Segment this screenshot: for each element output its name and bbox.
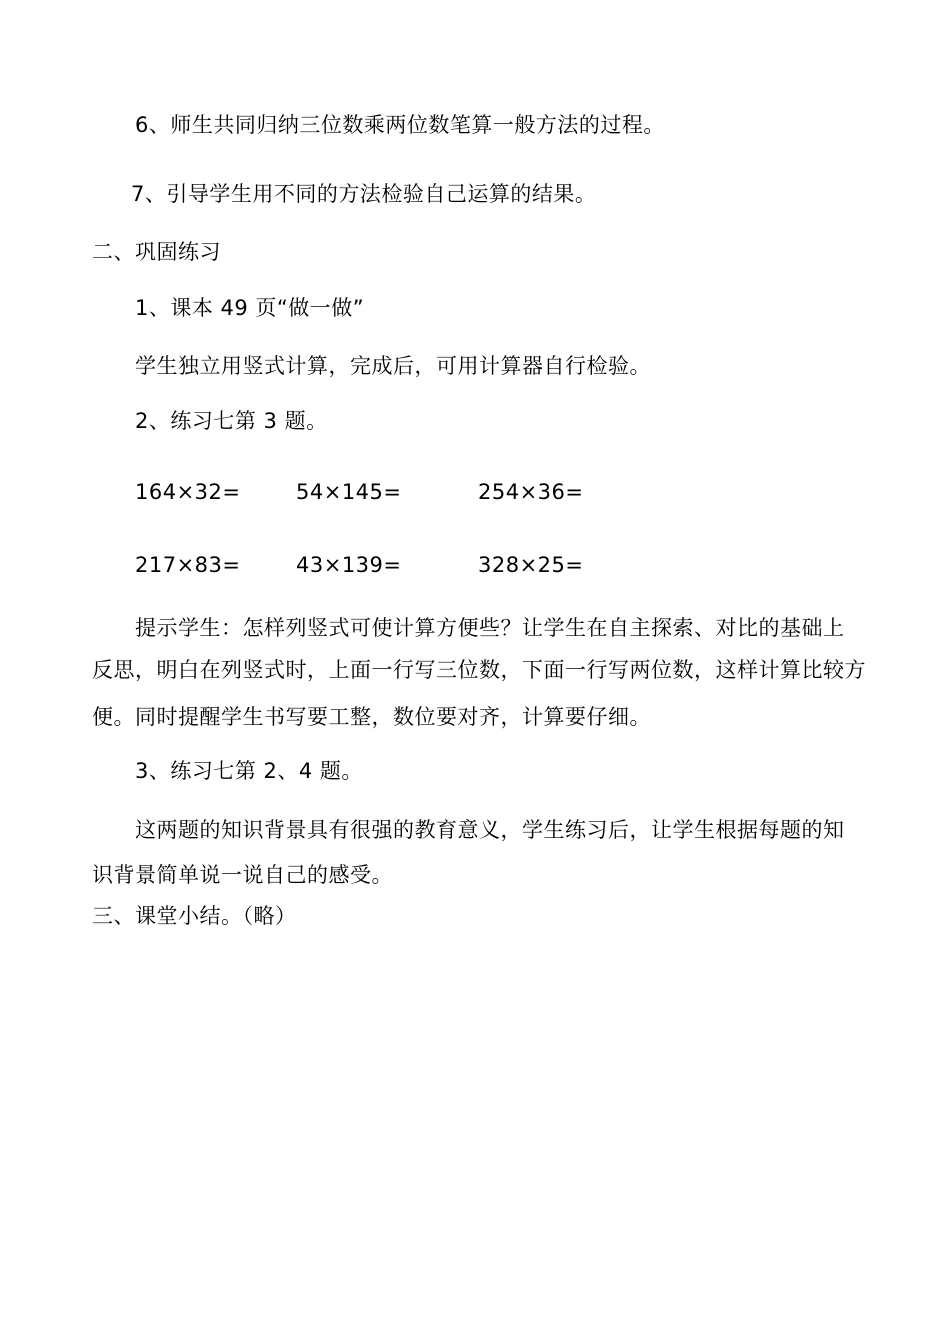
- item-7: 7、引导学生用不同的方法检验自己运算的结果。: [131, 182, 597, 206]
- item-6: 6、师生共同归纳三位数乘两位数笔算一般方法的过程。: [135, 113, 665, 137]
- exercise-3-line-2: 识背景简单说一说自己的感受。: [92, 863, 393, 887]
- calc-item: 43×139=: [296, 553, 402, 577]
- exercise-3-title: 3、练习七第 2、4 题。: [135, 759, 363, 783]
- exercise-2-title: 2、练习七第 3 题。: [135, 409, 328, 433]
- calc-item: 164×32=: [135, 480, 241, 504]
- calc-item: 254×36=: [478, 480, 584, 504]
- exercise-1-title: 1、课本 49 页“做一做”: [135, 296, 365, 320]
- hint-line-1: 提示学生：怎样列竖式可使计算方便些？让学生在自主探索、对比的基础上: [135, 616, 845, 640]
- calc-item: 54×145=: [296, 480, 402, 504]
- calc-item: 328×25=: [478, 553, 584, 577]
- section-2-heading: 二、巩固练习: [92, 240, 221, 264]
- section-3-heading: 三、课堂小结。（略）: [92, 904, 297, 928]
- calc-item: 217×83=: [135, 553, 241, 577]
- exercise-3-line-1: 这两题的知识背景具有很强的教育意义，学生练习后，让学生根据每题的知: [135, 818, 845, 842]
- hint-line-3: 便。同时提醒学生书写要工整，数位要对齐，计算要仔细。: [92, 705, 651, 729]
- exercise-1-body: 学生独立用竖式计算，完成后，可用计算器自行检验。: [135, 354, 651, 378]
- hint-line-2: 反思，明白在列竖式时，上面一行写三位数，下面一行写两位数，这样计算比较方: [92, 658, 866, 682]
